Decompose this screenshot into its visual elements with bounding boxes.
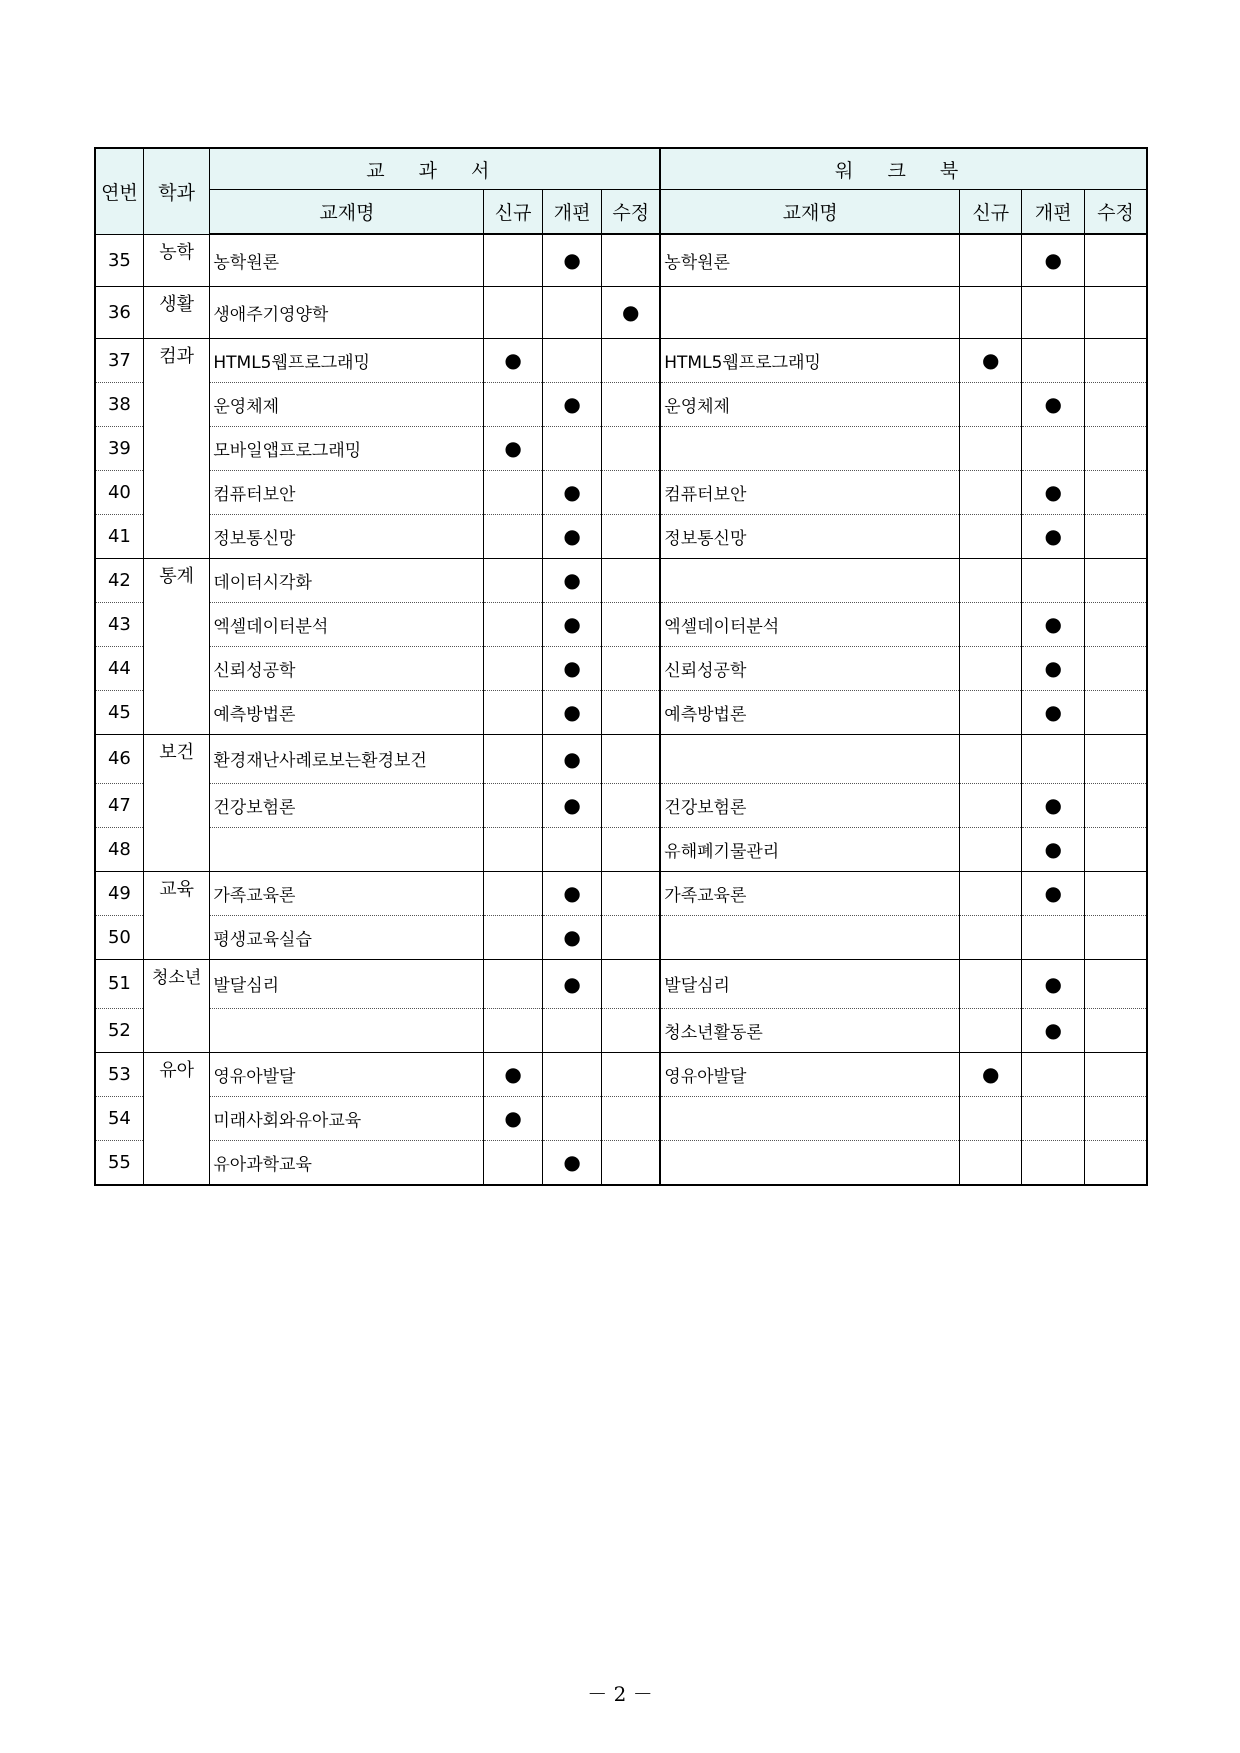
textbook-revise-mark: ● [542, 1140, 601, 1185]
workbook-revise-mark: ● [1022, 646, 1084, 690]
textbook-name: 엑셀데이터분석 [210, 602, 484, 646]
textbook-revise-mark [542, 338, 601, 382]
row-number: 55 [95, 1140, 143, 1185]
textbook-new-mark [484, 558, 542, 602]
table-row [95, 646, 1147, 690]
table-row [95, 558, 1147, 602]
workbook-name: 엑셀데이터분석 [660, 602, 959, 646]
table-row [95, 338, 1147, 382]
workbook-name: 건강보험론 [660, 783, 959, 827]
workbook-name: 정보통신망 [660, 514, 959, 558]
table-row [95, 426, 1147, 470]
table-row [95, 470, 1147, 514]
textbook-revise-mark [542, 827, 601, 871]
textbook-edit-mark [602, 646, 660, 690]
textbook-edit-mark [602, 734, 660, 783]
workbook-new-mark [960, 1008, 1022, 1052]
table-row [95, 602, 1147, 646]
textbook-new-mark [484, 783, 542, 827]
textbook-new-mark [484, 734, 542, 783]
textbook-name: 유아과학교육 [210, 1140, 484, 1185]
textbook-edit-mark [602, 959, 660, 1008]
col-header-workbook-name: 교재명 [660, 190, 959, 235]
textbook-new-mark [484, 1140, 542, 1185]
workbook-edit-mark [1084, 1052, 1147, 1096]
workbook-new-mark [960, 1140, 1022, 1185]
department-name: 청소년 [143, 959, 210, 1052]
col-header-department: 학과 [143, 148, 210, 234]
textbook-name: 데이터시각화 [210, 558, 484, 602]
textbook-edit-mark [602, 558, 660, 602]
workbook-revise-mark: ● [1022, 382, 1084, 426]
workbook-name [660, 1096, 959, 1140]
textbook-edit-mark [602, 470, 660, 514]
textbook-name: 정보통신망 [210, 514, 484, 558]
row-number: 38 [95, 382, 143, 426]
workbook-new-mark: ● [960, 1052, 1022, 1096]
workbook-new-mark [960, 827, 1022, 871]
workbook-revise-mark: ● [1022, 1008, 1084, 1052]
row-number: 48 [95, 827, 143, 871]
textbook-revise-mark: ● [542, 690, 601, 734]
group-header-workbook: 워 크 북 [660, 148, 1147, 190]
row-number: 52 [95, 1008, 143, 1052]
workbook-edit-mark [1084, 286, 1147, 338]
workbook-revise-mark [1022, 1052, 1084, 1096]
workbook-new-mark [960, 514, 1022, 558]
workbook-new-mark [960, 915, 1022, 959]
workbook-name: 농학원론 [660, 234, 959, 286]
workbook-revise-mark: ● [1022, 959, 1084, 1008]
textbook-revise-mark [542, 1096, 601, 1140]
col-header-workbook-new: 신규 [960, 190, 1022, 235]
workbook-revise-mark [1022, 1140, 1084, 1185]
textbook-new-mark [484, 514, 542, 558]
row-number: 42 [95, 558, 143, 602]
workbook-edit-mark [1084, 602, 1147, 646]
workbook-revise-mark [1022, 1096, 1084, 1140]
textbook-revise-mark: ● [542, 514, 601, 558]
table-row [95, 827, 1147, 871]
department-name: 유아 [143, 1052, 210, 1185]
department-name: 보건 [143, 734, 210, 871]
table-row [95, 234, 1147, 286]
workbook-name: 가족교육론 [660, 871, 959, 915]
row-number: 39 [95, 426, 143, 470]
textbook-name: 영유아발달 [210, 1052, 484, 1096]
workbook-revise-mark: ● [1022, 602, 1084, 646]
workbook-new-mark: ● [960, 338, 1022, 382]
workbook-revise-mark: ● [1022, 690, 1084, 734]
workbook-revise-mark [1022, 426, 1084, 470]
workbook-revise-mark: ● [1022, 234, 1084, 286]
textbook-revise-mark [542, 426, 601, 470]
workbook-name: 유해폐기물관리 [660, 827, 959, 871]
col-header-textbook-revise: 개편 [542, 190, 601, 235]
workbook-name [660, 915, 959, 959]
textbook-revise-mark: ● [542, 234, 601, 286]
workbook-edit-mark [1084, 827, 1147, 871]
workbook-edit-mark [1084, 1140, 1147, 1185]
table-row [95, 734, 1147, 783]
workbook-edit-mark [1084, 338, 1147, 382]
page-number: － 2 － [587, 1682, 653, 1706]
workbook-new-mark [960, 959, 1022, 1008]
workbook-edit-mark [1084, 382, 1147, 426]
workbook-edit-mark [1084, 470, 1147, 514]
textbook-edit-mark [602, 514, 660, 558]
department-name: 농학 [143, 234, 210, 286]
workbook-new-mark [960, 426, 1022, 470]
row-number: 35 [95, 234, 143, 286]
row-number: 44 [95, 646, 143, 690]
textbook-edit-mark [602, 871, 660, 915]
workbook-name [660, 426, 959, 470]
textbook-edit-mark [602, 426, 660, 470]
textbook-edit-mark [602, 1096, 660, 1140]
textbook-new-mark [484, 1008, 542, 1052]
textbook-new-mark: ● [484, 1052, 542, 1096]
group-header-textbook: 교 과 서 [210, 148, 660, 190]
table-row [95, 959, 1147, 1008]
workbook-revise-mark [1022, 286, 1084, 338]
textbook-new-mark [484, 286, 542, 338]
textbook-name [210, 1008, 484, 1052]
row-number: 54 [95, 1096, 143, 1140]
textbook-name: 환경재난사례로보는환경보건 [210, 734, 484, 783]
workbook-revise-mark: ● [1022, 783, 1084, 827]
workbook-name: 신뢰성공학 [660, 646, 959, 690]
table-row [95, 1140, 1147, 1185]
textbook-new-mark [484, 871, 542, 915]
textbook-new-mark: ● [484, 426, 542, 470]
table-row [95, 1096, 1147, 1140]
row-number: 47 [95, 783, 143, 827]
textbook-name: 농학원론 [210, 234, 484, 286]
workbook-revise-mark [1022, 558, 1084, 602]
row-number: 36 [95, 286, 143, 338]
textbook-revise-mark: ● [542, 602, 601, 646]
textbook-name: HTML5웹프로그래밍 [210, 338, 484, 382]
row-number: 53 [95, 1052, 143, 1096]
workbook-edit-mark [1084, 734, 1147, 783]
workbook-edit-mark [1084, 426, 1147, 470]
textbook-edit-mark [602, 602, 660, 646]
col-header-textbook-new: 신규 [484, 190, 542, 235]
workbook-edit-mark [1084, 783, 1147, 827]
textbook-name [210, 827, 484, 871]
textbook-name: 컴퓨터보안 [210, 470, 484, 514]
col-header-workbook-revise: 개편 [1022, 190, 1084, 235]
textbook-name: 모바일앱프로그래밍 [210, 426, 484, 470]
workbook-new-mark [960, 646, 1022, 690]
textbook-name: 예측방법론 [210, 690, 484, 734]
table-row [95, 286, 1147, 338]
row-number: 43 [95, 602, 143, 646]
workbook-edit-mark [1084, 871, 1147, 915]
textbook-edit-mark [602, 783, 660, 827]
textbook-edit-mark [602, 382, 660, 426]
workbook-new-mark [960, 690, 1022, 734]
workbook-name: 발달심리 [660, 959, 959, 1008]
col-header-textbook-edit: 수정 [602, 190, 660, 235]
textbook-revise-mark: ● [542, 382, 601, 426]
textbook-name: 생애주기영양학 [210, 286, 484, 338]
workbook-new-mark [960, 558, 1022, 602]
department-name: 생활 [143, 286, 210, 338]
workbook-edit-mark [1084, 514, 1147, 558]
textbook-revision-table [94, 147, 1148, 1186]
row-number: 50 [95, 915, 143, 959]
department-name: 통계 [143, 558, 210, 734]
textbook-revise-mark: ● [542, 915, 601, 959]
table-row [95, 871, 1147, 915]
textbook-name: 가족교육론 [210, 871, 484, 915]
col-header-number: 연번 [95, 148, 143, 234]
textbook-revise-mark: ● [542, 783, 601, 827]
textbook-new-mark [484, 646, 542, 690]
textbook-edit-mark [602, 338, 660, 382]
table-row [95, 1052, 1147, 1096]
textbook-revise-mark: ● [542, 734, 601, 783]
table-body [95, 234, 1147, 1185]
textbook-name: 평생교육실습 [210, 915, 484, 959]
workbook-name: 운영체제 [660, 382, 959, 426]
textbook-revise-mark: ● [542, 646, 601, 690]
workbook-edit-mark [1084, 959, 1147, 1008]
textbook-name: 운영체제 [210, 382, 484, 426]
table-row [95, 514, 1147, 558]
workbook-new-mark [960, 470, 1022, 514]
workbook-revise-mark: ● [1022, 827, 1084, 871]
row-number: 51 [95, 959, 143, 1008]
workbook-new-mark [960, 602, 1022, 646]
textbook-new-mark [484, 690, 542, 734]
workbook-edit-mark [1084, 558, 1147, 602]
textbook-revise-mark [542, 1008, 601, 1052]
textbook-name: 신뢰성공학 [210, 646, 484, 690]
workbook-revise-mark: ● [1022, 871, 1084, 915]
workbook-edit-mark [1084, 234, 1147, 286]
workbook-name [660, 1140, 959, 1185]
textbook-revise-mark: ● [542, 959, 601, 1008]
textbook-edit-mark: ● [602, 286, 660, 338]
workbook-revise-mark [1022, 915, 1084, 959]
col-header-textbook-name: 교재명 [210, 190, 484, 235]
textbook-new-mark: ● [484, 338, 542, 382]
textbook-name: 미래사회와유아교육 [210, 1096, 484, 1140]
workbook-name: 예측방법론 [660, 690, 959, 734]
workbook-new-mark [960, 871, 1022, 915]
workbook-new-mark [960, 234, 1022, 286]
row-number: 41 [95, 514, 143, 558]
textbook-new-mark [484, 382, 542, 426]
textbook-edit-mark [602, 1008, 660, 1052]
textbook-edit-mark [602, 234, 660, 286]
table-row [95, 1008, 1147, 1052]
workbook-new-mark [960, 734, 1022, 783]
workbook-new-mark [960, 286, 1022, 338]
textbook-new-mark [484, 470, 542, 514]
textbook-name: 발달심리 [210, 959, 484, 1008]
textbook-edit-mark [602, 915, 660, 959]
textbook-revise-mark: ● [542, 470, 601, 514]
table-row [95, 690, 1147, 734]
textbook-revise-mark: ● [542, 871, 601, 915]
textbook-revise-mark [542, 286, 601, 338]
workbook-revise-mark: ● [1022, 514, 1084, 558]
textbook-name: 건강보험론 [210, 783, 484, 827]
textbook-new-mark: ● [484, 1096, 542, 1140]
workbook-new-mark [960, 783, 1022, 827]
row-number: 46 [95, 734, 143, 783]
workbook-name [660, 286, 959, 338]
textbook-edit-mark [602, 1052, 660, 1096]
department-name: 컴과 [143, 338, 210, 558]
workbook-revise-mark [1022, 338, 1084, 382]
workbook-edit-mark [1084, 646, 1147, 690]
row-number: 45 [95, 690, 143, 734]
textbook-new-mark [484, 959, 542, 1008]
row-number: 37 [95, 338, 143, 382]
col-header-workbook-edit: 수정 [1084, 190, 1147, 235]
row-number: 40 [95, 470, 143, 514]
workbook-edit-mark [1084, 1096, 1147, 1140]
textbook-new-mark [484, 602, 542, 646]
workbook-revise-mark: ● [1022, 470, 1084, 514]
workbook-edit-mark [1084, 690, 1147, 734]
textbook-edit-mark [602, 690, 660, 734]
textbook-new-mark [484, 827, 542, 871]
table-row [95, 783, 1147, 827]
workbook-name: 영유아발달 [660, 1052, 959, 1096]
department-name: 교육 [143, 871, 210, 959]
table-row [95, 915, 1147, 959]
workbook-revise-mark [1022, 734, 1084, 783]
workbook-new-mark [960, 382, 1022, 426]
workbook-name: 컴퓨터보안 [660, 470, 959, 514]
workbook-name [660, 558, 959, 602]
textbook-new-mark [484, 234, 542, 286]
workbook-edit-mark [1084, 1008, 1147, 1052]
workbook-name: HTML5웹프로그래밍 [660, 338, 959, 382]
textbook-new-mark [484, 915, 542, 959]
workbook-name: 청소년활동론 [660, 1008, 959, 1052]
textbook-revise-mark: ● [542, 558, 601, 602]
workbook-edit-mark [1084, 915, 1147, 959]
textbook-revise-mark [542, 1052, 601, 1096]
workbook-name [660, 734, 959, 783]
textbook-edit-mark [602, 1140, 660, 1185]
row-number: 49 [95, 871, 143, 915]
workbook-new-mark [960, 1096, 1022, 1140]
textbook-edit-mark [602, 827, 660, 871]
table-row [95, 382, 1147, 426]
